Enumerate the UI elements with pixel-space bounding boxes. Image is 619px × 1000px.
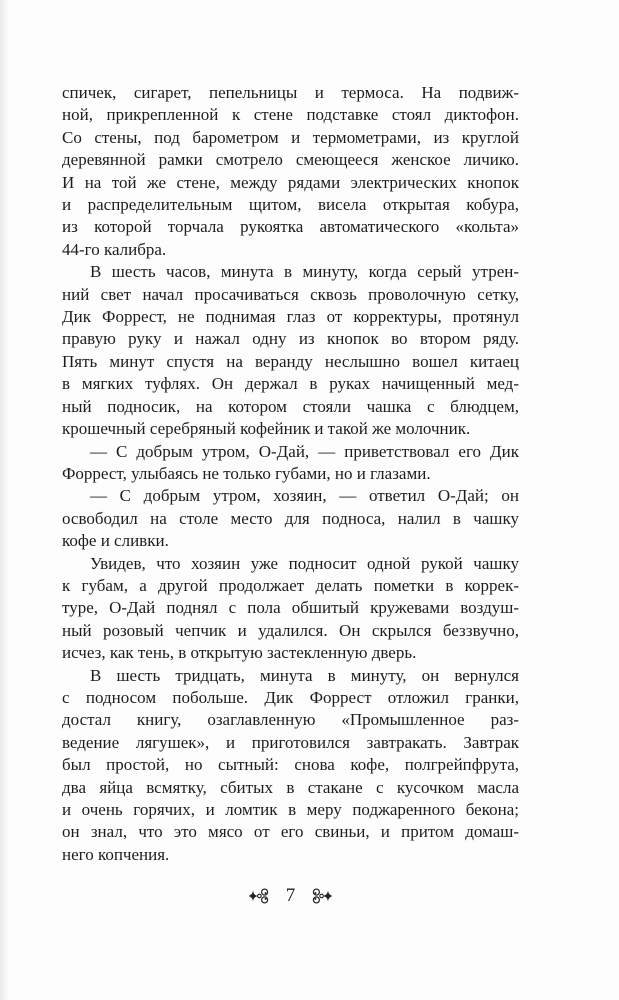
paragraph [62, 553, 519, 665]
text-line: ный подносик, на котором стояли чашка с блюдцем, [62, 396, 519, 416]
text-line: к губам, а другой продолжает делать пометки в коррек- [62, 575, 519, 595]
page-footer [62, 883, 519, 909]
text-line: ной, прикрепленной к стене подставке стоял диктофон. [62, 105, 519, 125]
paragraph [62, 441, 519, 486]
text-line: из которой торчала рукоятка автоматического «кольта» [62, 217, 519, 237]
text-line: Со стены, под барометром и термометрами, из круглой [62, 127, 519, 147]
text-line: с подносом побольше. Дик Форрест отложил гранки, [62, 687, 519, 707]
text-line: Пять минут спустя на веранду неслышно вошел китаец [62, 351, 519, 371]
text-line: и очень горячих, и ломтик в меру поджаренного бекона; [62, 800, 519, 819]
text-line: освободил на столе место для подноса, налил в чашку [62, 508, 519, 528]
text-line: два яйца всмятку, сбитых в стакане с кусочком масла [62, 777, 519, 797]
paragraph [62, 261, 519, 440]
text-line: — С добрым утром, О-Дай, — приветствовал его Дик [90, 441, 519, 461]
text-line: исчез, как тень, в открытую застекленную дверь. [62, 643, 417, 663]
text-line: туре, О-Дай поднял с пола обшитый кружевами воздуш- [62, 598, 519, 618]
text-line: В шесть тридцать, минута в минуту, он вернулся [90, 665, 519, 685]
text-line: В шесть часов, минута в минуту, когда серый утрен- [90, 262, 519, 282]
fleuron-left-icon [249, 887, 271, 905]
text-line: достал книгу, озаглавленную «Промышленное раз- [62, 710, 519, 730]
text-line: правую руку и нажал одну из кнопок во втором ряду. [62, 329, 519, 349]
text-line: кофе и сливки. [62, 531, 169, 551]
text-line: спичек, сигарет, пепельницы и термоса. На подвиж- [62, 83, 519, 102]
text-line: — С добрым утром, хозяин, — ответил О-Дай; он [90, 486, 519, 506]
text-line: Увидев, что хозяин уже подносит одной рукой чашку [90, 553, 519, 573]
text-line: И на той же стене, между рядами электрических кнопок [62, 172, 519, 192]
text-line: Форрест, улыбаясь не только губами, но и глазами. [62, 463, 431, 483]
page-number: 7 [285, 885, 296, 906]
fleuron-right-icon [310, 887, 332, 905]
text-line: он знал, что это мясо от его свиньи, и притом домаш- [62, 822, 519, 842]
text-line: деревянной рамки смотрело смеющееся женское личико. [62, 150, 519, 170]
text-line: Дик Форрест, не поднимая глаз от корректуры, протянул [62, 307, 519, 327]
text-line: ный розовый чепчик и удалился. Он скрылся беззвучно, [62, 620, 519, 640]
paragraph [62, 82, 519, 261]
text-line: ний свет начал просачиваться сквозь проволочную сетку, [62, 284, 519, 304]
text-line: был простой, но сытный: снова кофе, полгрейпфрута, [62, 755, 519, 775]
text-line: и распределительным щитом, висела открытая кобура, [62, 195, 519, 215]
paragraph [62, 665, 519, 867]
text-line: 44-го калибра. [62, 239, 167, 259]
text-block [62, 82, 519, 866]
text-line: него копчения. [62, 844, 170, 864]
paragraph [62, 485, 519, 552]
text-line: крошечный серебряный кофейник и такой же молочник. [62, 419, 471, 439]
text-line: в мягких туфлях. Он держал в руках начищенный мед- [62, 374, 519, 394]
text-line: ведение лягушек», и приготовился завтракать. Завтрак [62, 732, 519, 752]
